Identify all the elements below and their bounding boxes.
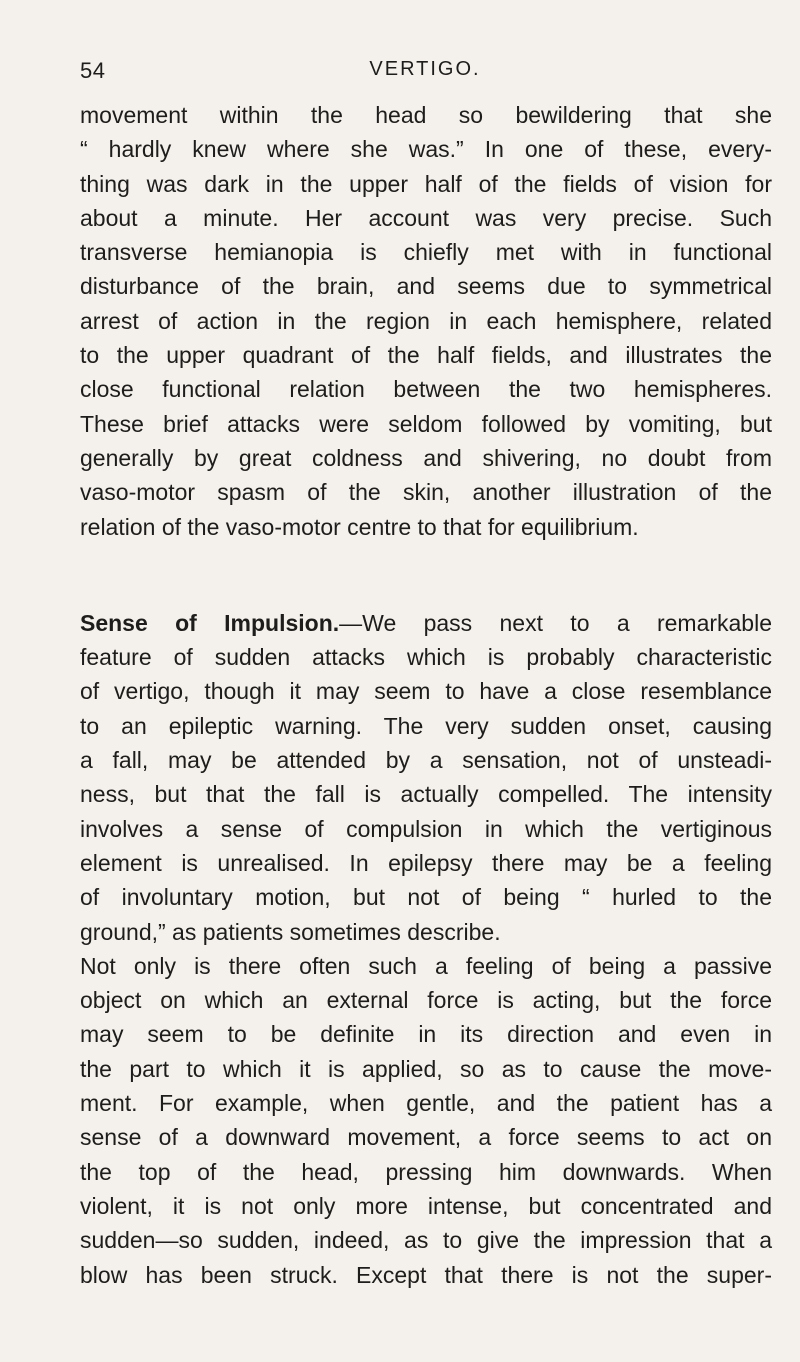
paragraph-gap [80,544,772,606]
paragraph-3 [80,949,772,1292]
paragraph-2 [80,606,772,949]
text-line: the top of the head, pressing him downwards. When [80,1158,772,1185]
text-line: element is unrealised. In epilepsy there may be a feeling [80,849,772,876]
text-line: Not only is there often such a feeling of being a passive [80,952,772,979]
body-text [80,98,772,1292]
page-number: 54 [80,58,106,83]
text-line: relation of the vaso-motor centre to that for equilibrium. [80,513,639,540]
text-line: close functional relation between the two hemispheres. [80,376,772,403]
text-line: ground,” as patients sometimes describe. [80,918,501,945]
text-line: vaso-motor spasm of the skin, another illustration of the [80,479,772,506]
text-line: sudden—so sudden, indeed, as to give the impression that a [80,1227,772,1254]
text-line: the part to which it is applied, so as to cause the move- [80,1055,772,1082]
text-line: arrest of action in the region in each hemisphere, related [80,307,772,334]
section-heading: Sense of Impulsion. [80,609,340,636]
text-line: ment. For example, when gentle, and the patient has a [80,1090,772,1117]
text-line: sense of a downward movement, a force seems to act on [80,1124,772,1151]
text-line: ness, but that the fall is actually compelled. The intensity [80,781,772,808]
text-line: violent, it is not only more intense, but concentrated and [80,1192,772,1219]
text-line: thing was dark in the upper half of the fields of vision for [80,170,772,197]
text-line: of vertigo, though it may seem to have a close resemblance [80,678,772,705]
running-title: VERTIGO. [369,58,481,80]
section-first-line-text: —We pass next to a remarkable [339,609,772,636]
text-line: blow has been struck. Except that there is not the super- [80,1261,772,1288]
text-line: may seem to be definite in its direction and even in [80,1021,772,1048]
text-line: of involuntary motion, but not of being “ hurled to the [80,884,772,911]
text-line: feature of sudden attacks which is probably characteristic [80,644,772,671]
text-line: transverse hemianopia is chiefly met with in functional [80,239,772,266]
text-line: “ hardly knew where she was.” In one of these, every- [80,136,772,163]
text-line: about a minute. Her account was very precise. Such [80,204,772,231]
section-first-line [80,606,772,640]
paragraph-1 [80,98,772,544]
text-line: object on which an external force is acting, but the force [80,987,772,1014]
text-line: to the upper quadrant of the half fields, and illustrates the [80,342,772,369]
text-line: These brief attacks were seldom followed by vomiting, but [80,410,772,437]
text-line: to an epileptic warning. The very sudden onset, causing [80,712,772,739]
text-line: disturbance of the brain, and seems due to symmetrical [80,273,772,300]
text-line: generally by great coldness and shivering, no doubt from [80,444,772,471]
text-line: involves a sense of compulsion in which the vertiginous [80,815,772,842]
text-line: a fall, may be attended by a sensation, not of unsteadi- [80,747,772,774]
running-head [80,58,770,88]
text-line: movement within the head so bewildering that she [80,102,772,128]
